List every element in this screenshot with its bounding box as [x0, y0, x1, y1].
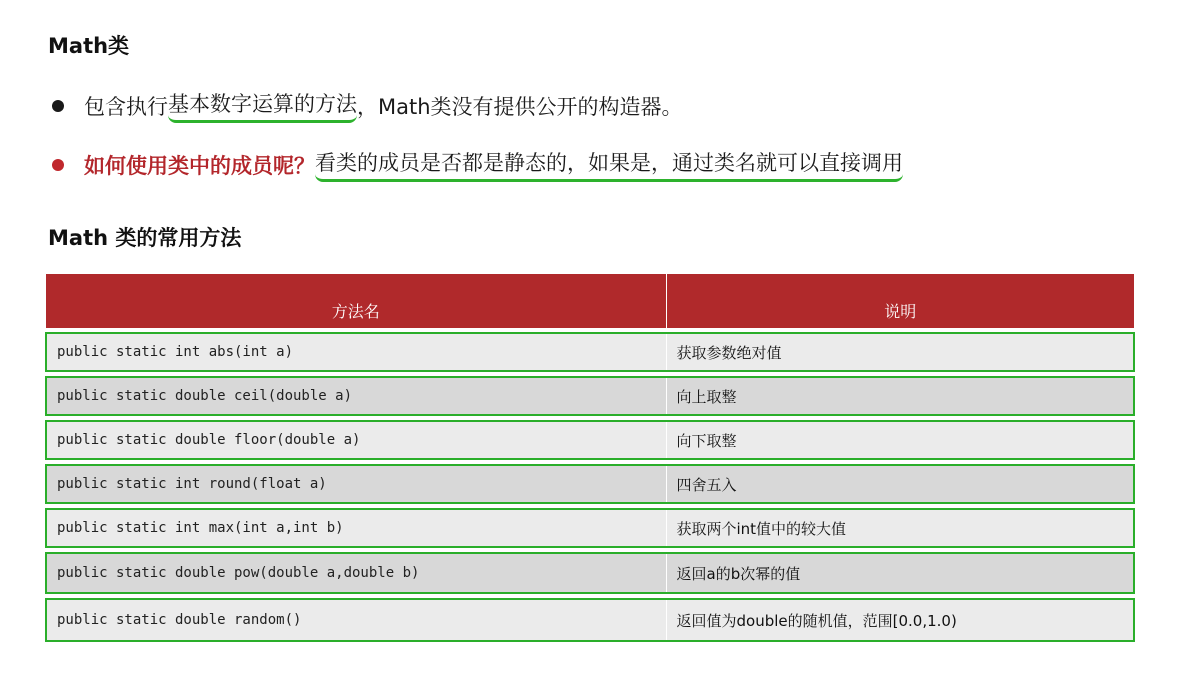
method-description: 向下取整	[666, 421, 1134, 459]
bullet-text-after: ，Math类没有提供公开的构造器。	[357, 94, 683, 119]
section-title-methods: Math 类的常用方法	[48, 226, 242, 250]
bullet-dot-icon	[52, 100, 64, 112]
table-row	[46, 465, 1134, 503]
table-row	[46, 553, 1134, 593]
bullet-usage	[52, 147, 903, 182]
bullet-dot-icon	[52, 159, 64, 171]
method-signature: public static int round(float a)	[46, 465, 666, 503]
highlighted-answer: 看类的成员是否都是静态的，如果是，通过类名就可以直接调用	[315, 147, 903, 182]
method-signature: public static double ceil(double a)	[46, 377, 666, 415]
method-signature: public static int max(int a,int b)	[46, 509, 666, 547]
method-signature: public static int abs(int a)	[46, 333, 666, 371]
method-signature: public static double floor(double a)	[46, 421, 666, 459]
method-description: 获取参数绝对值	[666, 333, 1134, 371]
methods-table	[45, 274, 1135, 642]
method-description: 返回a的b次幂的值	[666, 553, 1134, 593]
method-signature: public static double pow(double a,double b)	[46, 553, 666, 593]
table-row	[46, 377, 1134, 415]
method-description: 返回值为double的随机值，范围[0.0,1.0)	[666, 599, 1134, 641]
table-row	[46, 509, 1134, 547]
column-header-method: 方法名	[46, 274, 666, 328]
table-row	[46, 421, 1134, 459]
column-header-description: 说明	[666, 274, 1134, 328]
highlighted-text: 基本数字运算的方法	[168, 88, 357, 123]
method-description: 获取两个int值中的较大值	[666, 509, 1134, 547]
section-title-math: Math类	[48, 34, 130, 58]
method-description: 四舍五入	[666, 465, 1134, 503]
bullet-question: 如何使用类中的成员呢？	[84, 153, 315, 178]
method-description: 向上取整	[666, 377, 1134, 415]
table-row	[46, 333, 1134, 371]
table-row	[46, 599, 1134, 641]
bullet-text-before: 包含执行	[84, 94, 168, 119]
bullet-description	[52, 88, 683, 123]
method-signature: public static double random()	[46, 599, 666, 641]
